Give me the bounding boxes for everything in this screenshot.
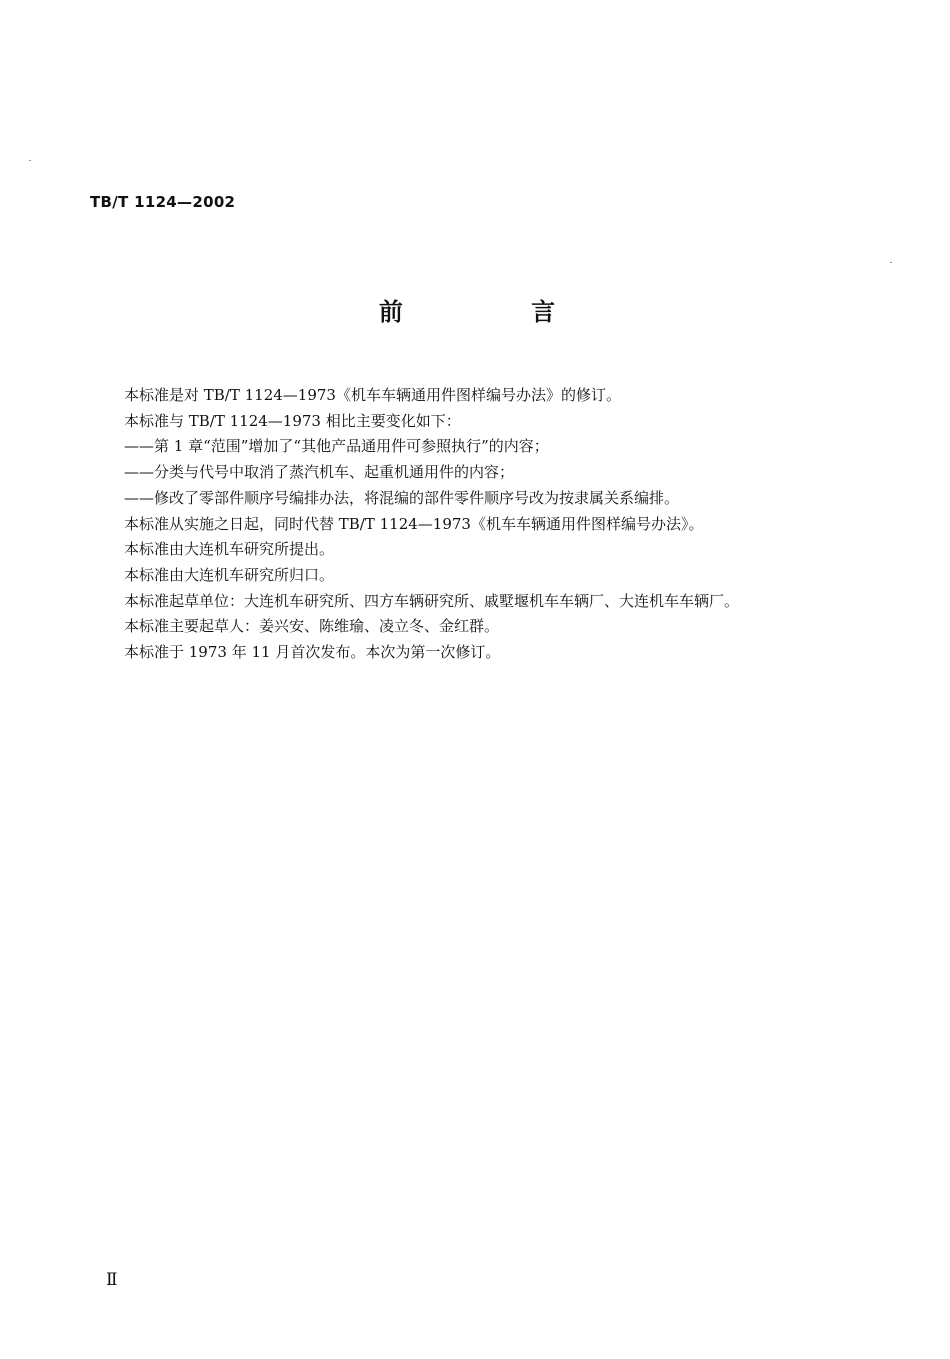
paragraph: 本标准由大连机车研究所提出。 [124,540,335,559]
paragraph: 本标准起草单位：大连机车研究所、四方车辆研究所、戚墅堰机车车辆厂、大连机车车辆厂。 [124,591,740,610]
paragraph: 本标准是对 TB/T 1124—1973《机车车辆通用件图样编号办法》的修订。 [124,386,621,404]
standard-code: TB/T 1124—2002 [90,193,236,211]
paragraph: ——修改了零部件顺序号编排办法，将混编的部件零件顺序号改为按隶属关系编排。 [124,488,680,507]
foreword-body [124,383,824,666]
page-title: 前 言 [378,298,616,326]
paragraph: ——第 1 章“范围”增加了“其他产品通用件可参照执行”的内容； [124,437,549,456]
page-number: Ⅱ [106,1270,118,1290]
scan-speck [29,160,31,161]
paragraph: 本标准主要起草人：姜兴安、陈维瑜、凌立冬、金红群。 [124,617,500,636]
paragraph: 本标准从实施之日起，同时代替 TB/T 1124—1973《机车车辆通用件图样编号办法》。 [124,514,704,533]
scan-speck [890,262,892,263]
paragraph: 本标准与 TB/T 1124—1973 相比主要变化如下： [124,411,461,430]
paragraph: ——分类与代号中取消了蒸汽机车、起重机通用件的内容； [124,463,515,482]
paragraph: 本标准由大连机车研究所归口。 [124,565,335,584]
paragraph: 本标准于 1973 年 11 月首次发布。本次为第一次修订。 [124,643,501,662]
